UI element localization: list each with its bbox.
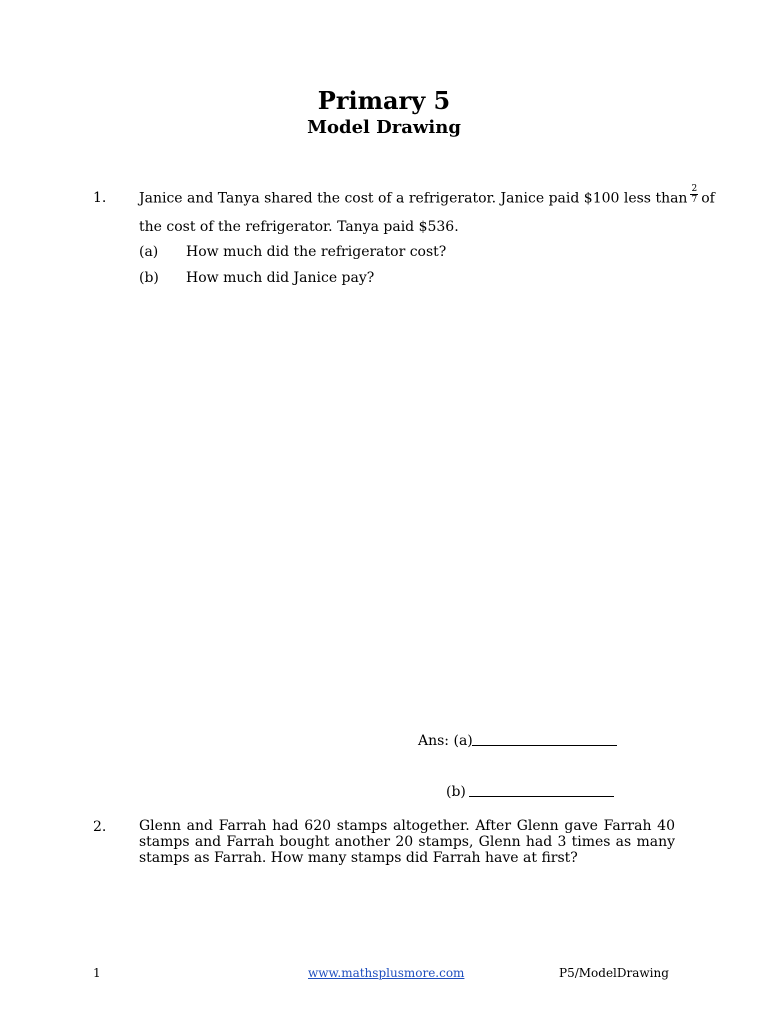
fraction-numerator: 2 <box>691 184 698 194</box>
question-2-text: Glenn and Farrah had 620 stamps altogether. After Glenn gave Farrah 40 stamps and Farrah bought another 20 stamps, Glenn had 3 times as many stamps as Farrah. How many stamps did Farrah have at first? <box>139 818 675 866</box>
question-1-text-end: of <box>701 190 715 207</box>
footer-document-id: P5/ModelDrawing <box>559 966 669 980</box>
question-1-text-start: Janice and Tanya shared the cost of a refrigerator. Janice paid $100 less than <box>139 190 688 207</box>
page-title: Primary 5 <box>317 86 451 115</box>
footer-page-number: 1 <box>93 966 101 980</box>
answer-a-label <box>418 731 473 751</box>
answer-b-blank[interactable] <box>469 796 614 797</box>
page-subtitle: Model Drawing <box>307 117 461 138</box>
answer-b-label: (b) <box>446 784 466 800</box>
question-1b-label: (b) <box>139 270 159 286</box>
question-2-number: 2. <box>93 819 107 835</box>
question-1a-label: (a) <box>139 244 159 260</box>
answer-a-blank[interactable] <box>472 745 617 746</box>
question-1-line-2: the cost of the refrigerator. Tanya paid $536. <box>139 219 459 235</box>
question-1-number: 1. <box>93 190 107 206</box>
answer-prefix: Ans: <box>418 733 450 749</box>
question-1a-text: How much did the refrigerator cost? <box>186 244 447 260</box>
fraction-denominator: 7 <box>691 195 698 205</box>
question-1-line-1 <box>139 184 715 209</box>
fraction-two-sevenths <box>690 184 698 205</box>
question-1b-text: How much did Janice pay? <box>186 270 375 286</box>
footer-website-link[interactable]: www.mathsplusmore.com <box>308 966 465 980</box>
answer-a-part: (a) <box>453 733 473 749</box>
